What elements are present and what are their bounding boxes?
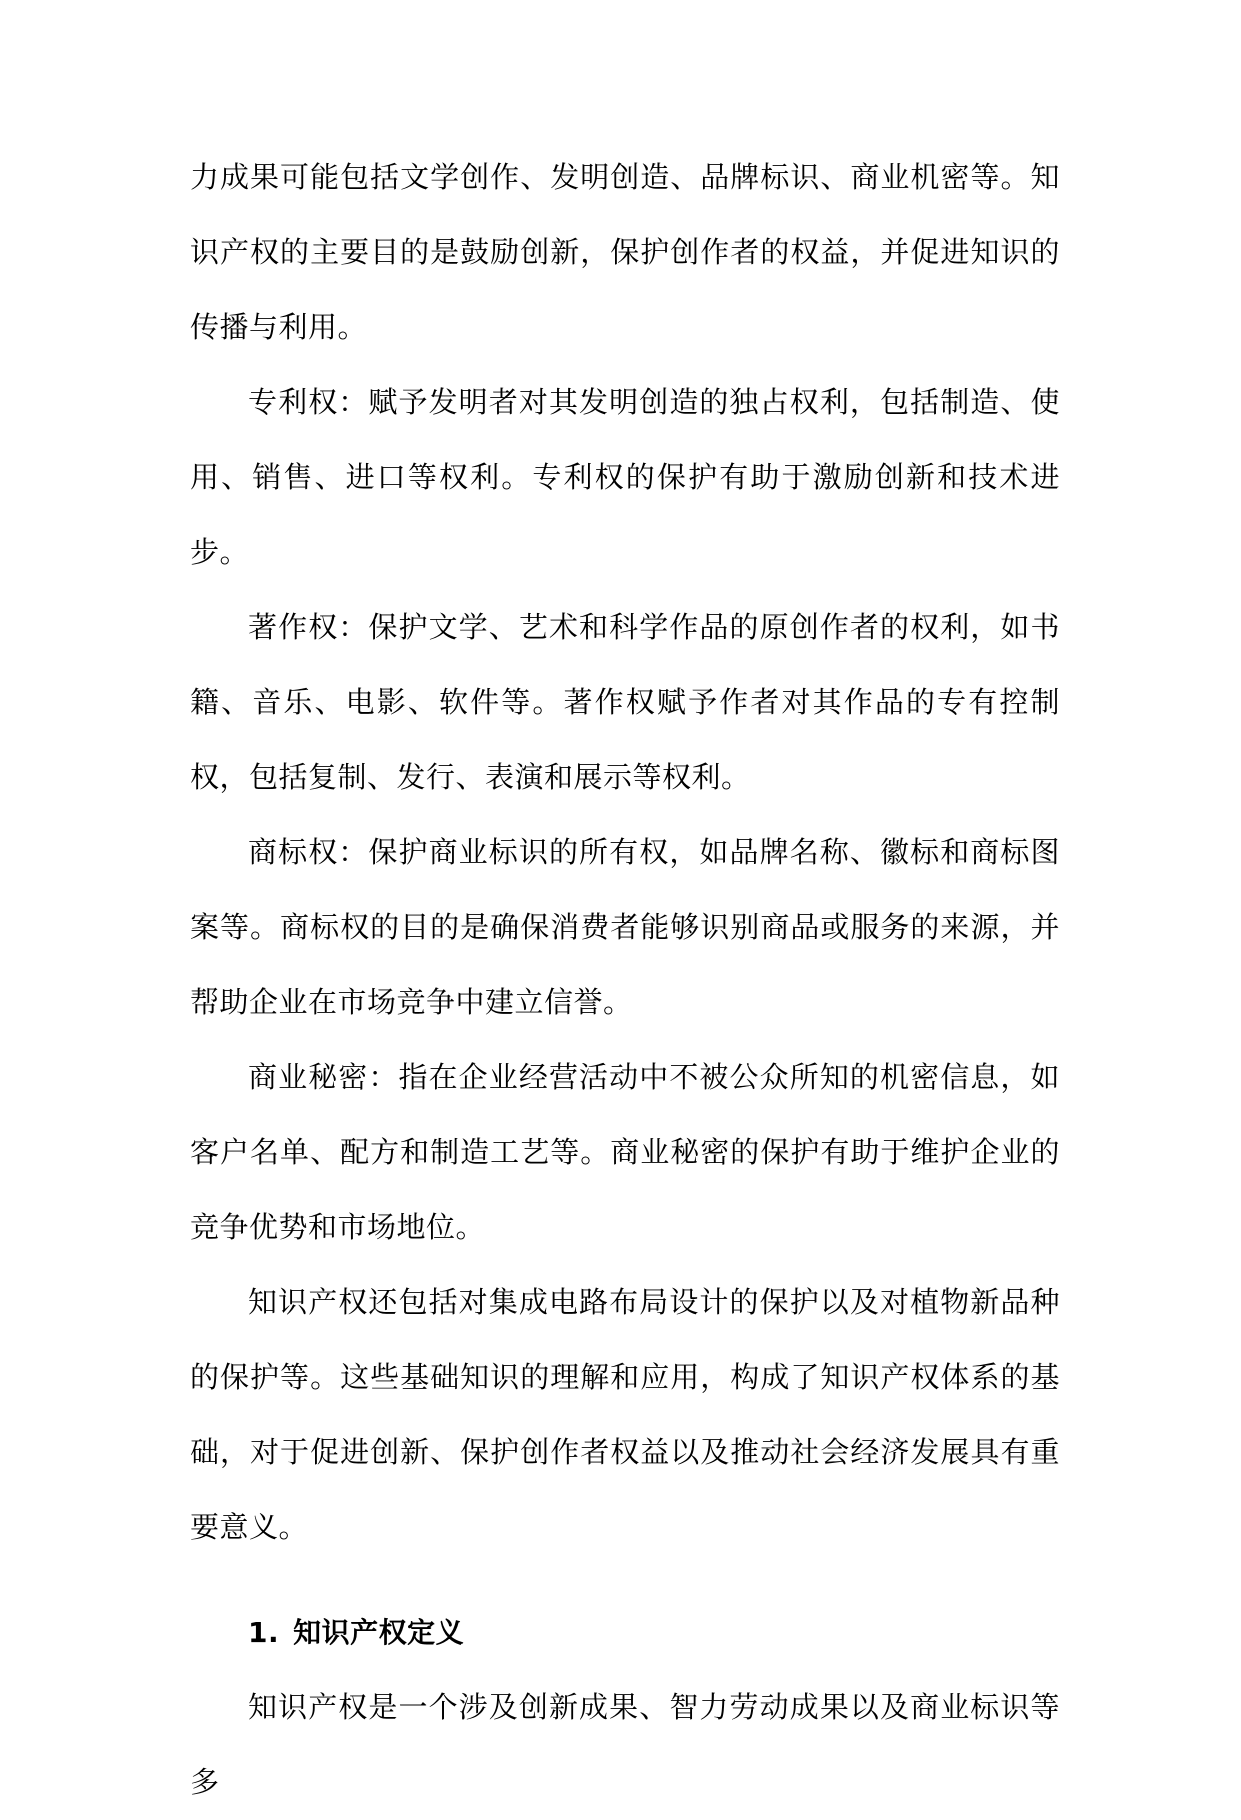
paragraph-trade-secret: 商业秘密：指在企业经营活动中不被公众所知的机密信息，如客户名单、配方和制造工艺等。商业秘密的保护有助于维护企业的竞争优势和市场地位。 — [190, 1060, 1060, 1244]
paragraph-trademark-right: 商标权：保护商业标识的所有权，如品牌名称、徽标和商标图案等。商标权的目的是确保消费者能够识别商品或服务的来源，并帮助企业在市场竞争中建立信誉。 — [190, 835, 1060, 1019]
document-body — [190, 140, 1060, 1820]
section-number: 1. — [248, 1616, 280, 1649]
section-title: 知识产权定义 — [293, 1616, 465, 1649]
paragraph-ip-overview: 力成果可能包括文学创作、发明创造、品牌标识、商业机密等。知识产权的主要目的是鼓励创新，保护创作者的权益，并促进知识的传播与利用。 — [190, 160, 1060, 344]
paragraph-ip-definition: 知识产权是一个涉及创新成果、智力劳动成果以及商业标识等多 — [190, 1690, 1060, 1799]
section-heading — [190, 1595, 1060, 1670]
paragraph-copyright: 著作权：保护文学、艺术和科学作品的原创作者的权利，如书籍、音乐、电影、软件等。著作权赋予作者对其作品的专有控制权，包括复制、发行、表演和展示等权利。 — [190, 610, 1060, 794]
paragraph-patent-right: 专利权：赋予发明者对其发明创造的独占权利，包括制造、使用、销售、进口等权利。专利权的保护有助于激励创新和技术进步。 — [190, 385, 1060, 569]
paragraph-other-ip: 知识产权还包括对集成电路布局设计的保护以及对植物新品种的保护等。这些基础知识的理解和应用，构成了知识产权体系的基础，对于促进创新、保护创作者权益以及推动社会经济发展具有重要意义。 — [190, 1285, 1060, 1544]
